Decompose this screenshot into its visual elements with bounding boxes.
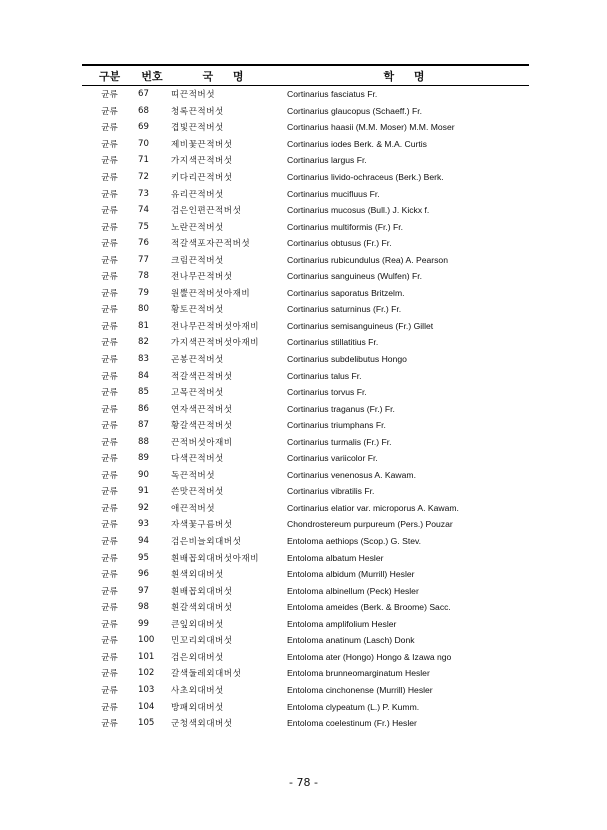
cell-scientific-name: Cortinarius fasciatus Fr. bbox=[287, 89, 378, 100]
cell-scientific-name: Cortinarius multiformis (Fr.) Fr. bbox=[287, 221, 404, 232]
table-row bbox=[82, 715, 529, 732]
cell-number: 69 bbox=[138, 122, 149, 133]
table-row bbox=[82, 417, 529, 434]
cell-scientific-name: Entoloma brunneomarginatum Hesler bbox=[287, 668, 430, 679]
cell-korean-name: 흰색외대버섯 bbox=[171, 570, 224, 581]
cell-scientific-name: Cortinarius haasii (M.M. Moser) M.M. Moser bbox=[287, 122, 455, 133]
cell-category: 균류 bbox=[101, 404, 118, 415]
cell-korean-name: 띠끈적버섯 bbox=[171, 90, 216, 101]
table-row bbox=[82, 516, 529, 533]
cell-korean-name: 적갈색포자끈적버섯 bbox=[171, 239, 251, 250]
table-row bbox=[82, 483, 529, 500]
cell-scientific-name: Cortinarius variicolor Fr. bbox=[287, 453, 378, 464]
cell-number: 81 bbox=[138, 320, 149, 331]
table-row bbox=[82, 235, 529, 252]
cell-category: 균류 bbox=[101, 139, 118, 150]
table-row bbox=[82, 616, 529, 633]
cell-korean-name: 고목끈적버섯 bbox=[171, 388, 224, 399]
table-row bbox=[82, 665, 529, 682]
table-row bbox=[82, 566, 529, 583]
cell-category: 균류 bbox=[101, 173, 118, 183]
cell-number: 92 bbox=[138, 502, 149, 513]
cell-korean-name: 가지색끈적버섯아재비 bbox=[171, 338, 260, 349]
cell-number: 98 bbox=[138, 602, 149, 613]
cell-korean-name: 민꼬리외대버섯 bbox=[171, 636, 233, 647]
cell-scientific-name: Cortinarius glaucopus (Schaeff.) Fr. bbox=[287, 105, 423, 116]
cell-korean-name: 흰갈색외대버섯 bbox=[171, 603, 233, 614]
cell-category: 균류 bbox=[101, 487, 118, 498]
cell-scientific-name: Entoloma anatinum (Lasch) Donk bbox=[287, 635, 415, 646]
cell-category: 균류 bbox=[101, 470, 118, 481]
cell-number: 86 bbox=[138, 403, 149, 414]
cell-category: 균류 bbox=[101, 520, 118, 531]
cell-number: 96 bbox=[138, 569, 149, 580]
cell-category: 균류 bbox=[101, 619, 118, 630]
cell-number: 87 bbox=[138, 420, 149, 431]
cell-category: 균류 bbox=[101, 189, 118, 200]
cell-scientific-name: Chondrostereum purpureum (Pers.) Pouzar bbox=[287, 519, 453, 530]
cell-category: 균류 bbox=[101, 421, 118, 432]
cell-scientific-name: Entoloma clypeatum (L.) P. Kumm. bbox=[287, 701, 420, 712]
table-row bbox=[82, 582, 529, 599]
cell-scientific-name: Cortinarius subdelibutus Hongo bbox=[287, 354, 407, 365]
cell-scientific-name: Cortinarius semisanguineus (Fr.) Gillet bbox=[287, 320, 434, 331]
cell-category: 균류 bbox=[101, 255, 118, 266]
cell-category: 균류 bbox=[101, 305, 118, 316]
cell-scientific-name: Cortinarius sanguineus (Wulfen) Fr. bbox=[287, 271, 423, 282]
cell-category: 균류 bbox=[101, 388, 118, 399]
cell-category: 균류 bbox=[101, 106, 118, 117]
cell-number: 101 bbox=[138, 651, 155, 662]
cell-category: 균류 bbox=[101, 355, 118, 366]
cell-scientific-name: Cortinarius vibratilis Fr. bbox=[287, 486, 375, 497]
cell-category: 균류 bbox=[101, 338, 118, 349]
cell-category: 균류 bbox=[101, 669, 118, 680]
cell-korean-name: 가지색끈적버섯 bbox=[171, 156, 233, 167]
cell-number: 103 bbox=[138, 684, 155, 695]
cell-scientific-name: Cortinarius triumphans Fr. bbox=[287, 420, 386, 431]
table-row bbox=[82, 268, 529, 285]
cell-korean-name: 자색꽃구름버섯 bbox=[171, 520, 233, 531]
cell-number: 80 bbox=[138, 304, 149, 315]
cell-category: 균류 bbox=[101, 603, 118, 614]
cell-category: 균류 bbox=[101, 586, 118, 597]
header-category: 구분 bbox=[82, 65, 137, 86]
cell-scientific-name: Entoloma albidum (Murrill) Hesler bbox=[287, 569, 415, 580]
table-row bbox=[82, 334, 529, 351]
cell-number: 79 bbox=[138, 287, 149, 298]
table-row bbox=[82, 450, 529, 467]
table-row bbox=[82, 169, 529, 186]
cell-scientific-name: Cortinarius traganus (Fr.) Fr. bbox=[287, 403, 395, 414]
table-row bbox=[82, 433, 529, 450]
header-number: 번호 bbox=[137, 65, 167, 86]
table-row bbox=[82, 103, 529, 120]
cell-category: 균류 bbox=[101, 222, 118, 233]
cell-number: 73 bbox=[138, 188, 149, 199]
cell-category: 균류 bbox=[101, 272, 118, 283]
cell-number: 94 bbox=[138, 536, 149, 547]
cell-korean-name: 노란끈적버섯 bbox=[171, 222, 224, 233]
table-row bbox=[82, 202, 529, 219]
cell-number: 82 bbox=[138, 337, 149, 348]
table-row bbox=[82, 351, 529, 368]
cell-korean-name: 전나무끈적버섯아재비 bbox=[171, 321, 260, 332]
table-row bbox=[82, 467, 529, 484]
cell-category: 균류 bbox=[101, 321, 118, 332]
cell-korean-name: 전나무끈적버섯 bbox=[171, 272, 233, 283]
table-row bbox=[82, 682, 529, 699]
cell-scientific-name: Entoloma aethiops (Scop.) G. Stev. bbox=[287, 536, 422, 547]
cell-korean-name: 곤봉끈적버섯 bbox=[171, 355, 224, 366]
cell-korean-name: 크림끈적버섯 bbox=[171, 255, 224, 266]
table-row bbox=[82, 632, 529, 649]
table-row bbox=[82, 384, 529, 401]
cell-number: 72 bbox=[138, 172, 149, 182]
table-row bbox=[82, 119, 529, 136]
cell-number: 76 bbox=[138, 238, 149, 249]
table-row bbox=[82, 698, 529, 715]
cell-korean-name: 제비꽃끈적버섯 bbox=[171, 139, 233, 150]
cell-category: 균류 bbox=[101, 702, 118, 713]
cell-number: 90 bbox=[138, 469, 149, 480]
cell-scientific-name: Cortinarius mucosus (Bull.) J. Kickx f. bbox=[287, 205, 430, 216]
cell-korean-name: 원뿔끈적버섯아재비 bbox=[171, 288, 251, 299]
cell-number: 102 bbox=[138, 668, 155, 679]
cell-number: 68 bbox=[138, 105, 149, 116]
cell-number: 85 bbox=[138, 387, 149, 398]
cell-korean-name: 검은비늘외대버섯 bbox=[171, 537, 242, 548]
cell-number: 95 bbox=[138, 552, 149, 563]
cell-korean-name: 황갈색끈적버섯 bbox=[171, 421, 233, 432]
cell-korean-name: 애끈적버섯 bbox=[171, 503, 216, 514]
cell-scientific-name: Cortinarius saturninus (Fr.) Fr. bbox=[287, 304, 402, 315]
cell-number: 97 bbox=[138, 585, 149, 596]
cell-scientific-name: Cortinarius turmalis (Fr.) Fr. bbox=[287, 436, 392, 447]
cell-korean-name: 큰잎외대버섯 bbox=[171, 619, 224, 630]
table-body bbox=[82, 86, 529, 732]
cell-korean-name: 키다리끈적버섯 bbox=[171, 173, 233, 183]
cell-number: 75 bbox=[138, 221, 149, 232]
cell-korean-name: 검은외대버섯 bbox=[171, 652, 224, 663]
table-row bbox=[82, 533, 529, 550]
table-row bbox=[82, 185, 529, 202]
cell-scientific-name: Entoloma coelestinum (Fr.) Hesler bbox=[287, 718, 417, 729]
cell-korean-name: 독끈적버섯 bbox=[171, 470, 216, 481]
cell-scientific-name: Entoloma ameides (Berk. & Broome) Sacc. bbox=[287, 602, 451, 613]
cell-scientific-name: Cortinarius livido-ochraceus (Berk.) Berk. bbox=[287, 172, 444, 182]
cell-number: 70 bbox=[138, 138, 149, 149]
cell-korean-name: 끈적버섯아재비 bbox=[171, 437, 233, 448]
cell-scientific-name: Cortinarius rubicundulus (Rea) A. Pearson bbox=[287, 254, 448, 265]
cell-category: 균류 bbox=[101, 685, 118, 696]
table-row bbox=[82, 136, 529, 153]
cell-category: 균류 bbox=[101, 371, 118, 382]
table-row bbox=[82, 251, 529, 268]
cell-category: 균류 bbox=[101, 636, 118, 647]
cell-category: 균류 bbox=[101, 206, 118, 217]
cell-scientific-name: Cortinarius mucifluus Fr. bbox=[287, 188, 380, 199]
cell-scientific-name: Cortinarius obtusus (Fr.) Fr. bbox=[287, 238, 392, 249]
table-row bbox=[82, 301, 529, 318]
table-row bbox=[82, 599, 529, 616]
cell-number: 105 bbox=[138, 718, 155, 729]
cell-category: 균류 bbox=[101, 156, 118, 167]
cell-number: 84 bbox=[138, 370, 149, 381]
cell-number: 89 bbox=[138, 453, 149, 464]
page-number: - 78 - bbox=[289, 776, 318, 789]
cell-scientific-name: Cortinarius iodes Berk. & M.A. Curtis bbox=[287, 138, 427, 149]
cell-category: 균류 bbox=[101, 570, 118, 581]
cell-category: 균류 bbox=[101, 719, 118, 730]
cell-korean-name: 황토끈적버섯 bbox=[171, 305, 224, 316]
cell-category: 균류 bbox=[101, 123, 118, 134]
cell-korean-name: 적갈색끈적버섯 bbox=[171, 371, 233, 382]
cell-korean-name: 흰배꼽외대버섯아재비 bbox=[171, 553, 260, 564]
cell-korean-name: 다색끈적버섯 bbox=[171, 454, 224, 465]
cell-category: 균류 bbox=[101, 537, 118, 548]
cell-number: 78 bbox=[138, 271, 149, 282]
table-row bbox=[82, 400, 529, 417]
cell-korean-name: 청록끈적버섯 bbox=[171, 106, 224, 117]
cell-korean-name: 유리끈적버섯 bbox=[171, 189, 224, 200]
cell-scientific-name: Cortinarius venenosus A. Kawam. bbox=[287, 469, 416, 480]
cell-number: 100 bbox=[138, 635, 155, 646]
cell-scientific-name: Entoloma albatum Hesler bbox=[287, 552, 384, 563]
cell-korean-name: 연자색끈적버섯 bbox=[171, 404, 233, 415]
table-row bbox=[82, 549, 529, 566]
table-header bbox=[82, 65, 529, 86]
cell-korean-name: 검은인편끈적버섯 bbox=[171, 206, 242, 217]
cell-korean-name: 겹빛끈적버섯 bbox=[171, 123, 224, 134]
cell-korean-name: 쓴맛끈적버섯 bbox=[171, 487, 224, 498]
cell-category: 균류 bbox=[101, 503, 118, 514]
table-row bbox=[82, 367, 529, 384]
cell-scientific-name: Entoloma albinellum (Peck) Hesler bbox=[287, 585, 419, 596]
cell-number: 99 bbox=[138, 618, 149, 629]
table-row bbox=[82, 86, 529, 103]
cell-number: 93 bbox=[138, 519, 149, 530]
cell-scientific-name: Cortinarius saporatus Britzelm. bbox=[287, 287, 405, 298]
cell-scientific-name: Entoloma cinchonense (Murrill) Hesler bbox=[287, 684, 433, 695]
table-row bbox=[82, 285, 529, 302]
cell-number: 77 bbox=[138, 254, 149, 265]
cell-scientific-name: Entoloma ater (Hongo) Hongo & Izawa ngo bbox=[287, 651, 452, 662]
cell-number: 88 bbox=[138, 436, 149, 447]
cell-scientific-name: Cortinarius talus Fr. bbox=[287, 370, 362, 381]
header-row bbox=[82, 65, 529, 86]
cell-korean-name: 사초외대버섯 bbox=[171, 685, 224, 696]
species-table bbox=[82, 64, 529, 731]
cell-category: 균류 bbox=[101, 652, 118, 663]
cell-korean-name: 갈색둘레외대버섯 bbox=[171, 669, 242, 680]
cell-number: 67 bbox=[138, 89, 149, 100]
cell-korean-name: 방패외대버섯 bbox=[171, 702, 224, 713]
cell-number: 91 bbox=[138, 486, 149, 497]
cell-category: 균류 bbox=[101, 288, 118, 299]
cell-category: 균류 bbox=[101, 239, 118, 250]
cell-category: 균류 bbox=[101, 90, 118, 101]
cell-number: 71 bbox=[138, 155, 149, 166]
cell-scientific-name: Cortinarius stillatitius Fr. bbox=[287, 337, 379, 348]
cell-scientific-name: Cortinarius torvus Fr. bbox=[287, 387, 367, 398]
cell-scientific-name: Entoloma amplifolium Hesler bbox=[287, 618, 397, 629]
cell-number: 83 bbox=[138, 354, 149, 365]
table-row bbox=[82, 500, 529, 517]
cell-korean-name: 군청색외대버섯 bbox=[171, 719, 233, 730]
cell-number: 104 bbox=[138, 701, 155, 712]
cell-scientific-name: Cortinarius elatior var. microporus A. Kawam. bbox=[287, 502, 459, 513]
header-korean-name: 국 명 bbox=[167, 65, 287, 86]
header-scientific-name: 학 명 bbox=[287, 65, 529, 86]
cell-scientific-name: Cortinarius largus Fr. bbox=[287, 155, 367, 166]
cell-category: 균류 bbox=[101, 437, 118, 448]
table-row bbox=[82, 152, 529, 169]
cell-korean-name: 흰배꼽외대버섯 bbox=[171, 586, 233, 597]
cell-category: 균류 bbox=[101, 553, 118, 564]
table-row bbox=[82, 649, 529, 666]
table-row bbox=[82, 218, 529, 235]
cell-number: 74 bbox=[138, 205, 149, 216]
cell-category: 균류 bbox=[101, 454, 118, 465]
table-row bbox=[82, 318, 529, 335]
